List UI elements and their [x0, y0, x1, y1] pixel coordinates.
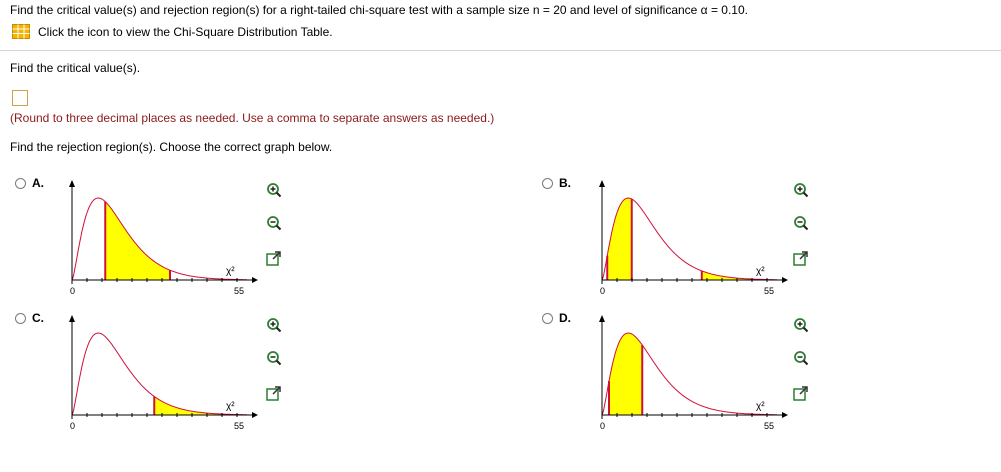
x-axis-max-label: 55	[764, 286, 775, 296]
x-axis-arrow	[252, 277, 258, 283]
popout-icon[interactable]	[265, 385, 283, 403]
x-axis-arrow	[782, 412, 788, 418]
x-axis-max-label: 55	[234, 286, 245, 296]
option-a-label[interactable]: A.	[32, 176, 44, 190]
x-axis-min-label: 0	[600, 286, 606, 296]
rejection-region	[607, 198, 632, 280]
question-text: Find the critical value(s) and rejection region(s) for a right-tailed chi-square test with a sample size n = 20 and level of significance α = 0.10.	[10, 3, 748, 17]
critical-value-input[interactable]	[12, 90, 28, 106]
zoom-in-icon[interactable]	[792, 182, 810, 200]
popout-icon[interactable]	[792, 385, 810, 403]
rounding-hint: (Round to three decimal places as needed. Use a comma to separate answers as needed.)	[10, 111, 495, 125]
option-b-radio[interactable]	[542, 178, 553, 189]
y-axis-arrow	[69, 180, 75, 187]
rejection-region-prompt: Find the rejection region(s). Choose the correct graph below.	[10, 140, 333, 154]
option-c-radio[interactable]	[15, 313, 26, 324]
critical-value-prompt: Find the critical value(s).	[10, 61, 141, 75]
x-axis-min-label: 0	[70, 286, 76, 296]
zoom-in-icon[interactable]	[265, 182, 283, 200]
x-axis-min-label: 0	[600, 421, 606, 431]
zoom-out-icon[interactable]	[265, 350, 283, 368]
rejection-region	[609, 333, 642, 415]
x-axis-max-label: 55	[234, 421, 245, 431]
table-icon[interactable]	[12, 24, 30, 39]
y-axis-arrow	[599, 315, 605, 322]
zoom-out-icon[interactable]	[265, 215, 283, 233]
option-d-label[interactable]: D.	[559, 311, 571, 325]
option-a-radio[interactable]	[15, 178, 26, 189]
zoom-out-icon[interactable]	[792, 350, 810, 368]
x-axis-symbol: χ²	[756, 401, 765, 412]
option-b-label[interactable]: B.	[559, 176, 571, 190]
zoom-out-icon[interactable]	[792, 215, 810, 233]
x-axis-arrow	[252, 412, 258, 418]
x-axis-max-label: 55	[764, 421, 775, 431]
option-c-label[interactable]: C.	[32, 311, 44, 325]
distribution-table-link[interactable]	[12, 24, 333, 39]
popout-icon[interactable]	[265, 250, 283, 268]
option-b-graph	[590, 180, 790, 300]
option-c-graph	[60, 315, 260, 435]
x-axis-symbol: χ²	[226, 266, 235, 277]
x-axis-symbol: χ²	[756, 266, 765, 277]
x-axis-arrow	[782, 277, 788, 283]
y-axis-arrow	[69, 315, 75, 322]
y-axis-arrow	[599, 180, 605, 187]
option-d-graph	[590, 315, 790, 435]
x-axis-symbol: χ²	[226, 401, 235, 412]
option-a-graph	[60, 180, 260, 300]
section-divider	[0, 50, 1001, 51]
zoom-in-icon[interactable]	[792, 317, 810, 335]
popout-icon[interactable]	[792, 250, 810, 268]
option-d-radio[interactable]	[542, 313, 553, 324]
table-link-text: Click the icon to view the Chi-Square Distribution Table.	[38, 24, 333, 39]
zoom-in-icon[interactable]	[265, 317, 283, 335]
x-axis-min-label: 0	[70, 421, 76, 431]
